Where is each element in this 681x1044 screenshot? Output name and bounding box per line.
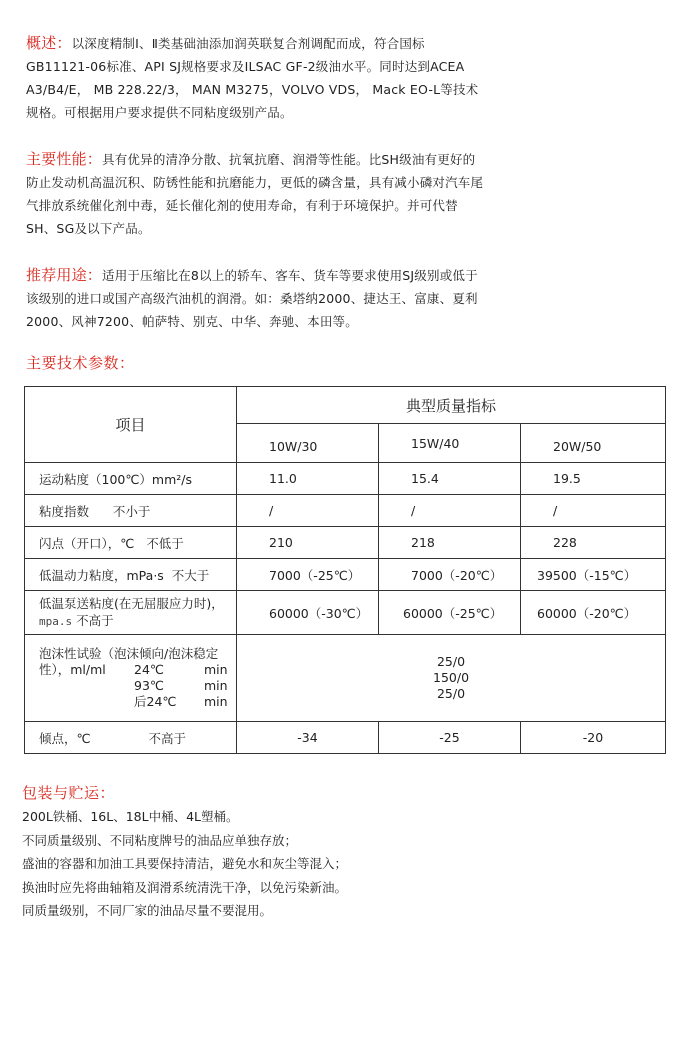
cell-value: 11.0	[237, 463, 379, 495]
foam-temp: 93℃	[134, 678, 164, 693]
cell-value: 60000（-30℃）	[237, 591, 379, 635]
cell-value: /	[379, 495, 521, 527]
foam-time-unit: min	[204, 662, 228, 677]
table-row	[25, 495, 666, 527]
row-label: 闪点（开口），℃ 不低于	[25, 527, 237, 559]
cell-value: -34	[237, 722, 379, 754]
packaging-list	[22, 805, 482, 923]
foam-conditions	[39, 662, 228, 710]
row-label: 运动粘度（100℃）mm²/s	[25, 463, 237, 495]
specs-title: 主要技术参数：	[26, 354, 135, 372]
cell-value: 19.5	[521, 463, 666, 495]
cell-value: 25/0	[436, 686, 466, 701]
cell-value: 150/0	[433, 670, 470, 685]
table-row	[25, 591, 666, 635]
cell-value: 218	[379, 527, 521, 559]
pump-limit: 不高于	[72, 613, 114, 628]
foam-temp: 后24℃	[134, 694, 177, 709]
cell-value: 25/0	[436, 654, 466, 669]
list-item: 200L铁桶、16L、18L中桶、4L塑桶。	[22, 809, 239, 824]
grade-header: 20W/50	[521, 424, 666, 463]
table-row	[25, 527, 666, 559]
row-label: 低温动力粘度，mPa·s 不大于	[25, 559, 237, 591]
grade-header: 10W/30	[237, 424, 379, 463]
specs-table	[24, 386, 666, 754]
row-label: 粘度指数 不小于	[25, 495, 237, 527]
cell-value: 228	[521, 527, 666, 559]
foam-time-unit: min	[204, 694, 228, 709]
row-label	[25, 591, 237, 635]
performance-heading: 主要性能：	[26, 150, 103, 168]
pour-label: 倾点，℃	[39, 730, 91, 746]
pump-unit: mpa.s	[39, 615, 73, 628]
table-row	[25, 635, 666, 722]
overview-heading: 概述：	[26, 34, 72, 52]
cell-value: 7000（-25℃）	[237, 559, 379, 591]
cell-value: 7000（-20℃）	[379, 559, 521, 591]
grade-header: 15W/40	[379, 424, 521, 463]
performance-text: 具有优异的清净分散、抗氧抗磨、润滑等性能。比SH级油有更好的防止发动机高温沉积、防锈性能和抗磨能力，更低的磷含量，具有减小磷对汽车尾气排放系统催化剂中毒，延长催化剂的使用寿命，有利于环境保护。并可代替SH、SG及以下产品。	[26, 152, 484, 236]
cell-value: -20	[521, 722, 666, 754]
foam-label-unit: 性），ml/ml	[39, 662, 106, 677]
item-header: 项目	[25, 387, 237, 463]
row-label	[25, 722, 237, 754]
list-item: 换油时应先将曲轴箱及润滑系统清洗干净，以免污染新油。	[22, 879, 348, 895]
foam-label: 泡沫性试验（泡沫倾向/泡沫稳定	[39, 646, 219, 661]
cell-value: 60000（-25℃）	[379, 591, 521, 635]
list-item: 盛油的容器和加油工具要保持清洁，避免水和灰尘等混入；	[22, 856, 348, 871]
foam-time-unit: min	[204, 678, 228, 693]
row-label	[25, 635, 237, 722]
list-item: 同质量级别，不同厂家的油品尽量不要混用。	[22, 903, 273, 918]
packaging-title: 包装与贮运：	[22, 784, 116, 802]
cell-value: -25	[379, 722, 521, 754]
performance-paragraph	[26, 148, 486, 240]
foam-values	[237, 635, 666, 722]
usage-paragraph	[26, 264, 486, 333]
table-row	[25, 722, 666, 754]
overview-paragraph	[26, 32, 486, 124]
cell-value: /	[521, 495, 666, 527]
list-item: 不同质量级别、不同粘度牌号的油品应单独存放；	[22, 832, 298, 848]
table-row	[25, 463, 666, 495]
pump-label: 低温泵送粘度(在无屈服应力时)，	[39, 596, 224, 611]
table-row	[25, 559, 666, 591]
cell-value: /	[237, 495, 379, 527]
foam-temp: 24℃	[134, 662, 164, 677]
cell-value: 60000（-20℃）	[521, 591, 666, 635]
cell-value: 210	[237, 527, 379, 559]
usage-text: 适用于压缩比在8以上的轿车、客车、货车等要求使用SJ级别或低于该级别的进口或国产高级汽油机的润滑。如：桑塔纳2000、捷达王、富康、夏利2000、风神7200、帕萨特、别克、中华、奔驰、本田等。	[26, 268, 478, 329]
pour-limit: 不高于	[148, 730, 187, 746]
overview-text: 以深度精制Ⅰ、Ⅱ类基础油添加润英联复合剂调配而成，符合国标GB11121-06标准、API SJ规格要求及ILSAC GF-2级油水平。同时达到ACEA A3/B4/E， MB 228.22/3， MAN M3275，VOLVO VDS， Mack EO-L等技术规格。可根据用户要求提供不同粘度级别产品。	[26, 36, 479, 120]
cell-value: 15.4	[379, 463, 521, 495]
group-header: 典型质量指标	[237, 387, 666, 424]
usage-heading: 推荐用途：	[26, 266, 103, 284]
cell-value: 39500（-15℃）	[521, 559, 666, 591]
